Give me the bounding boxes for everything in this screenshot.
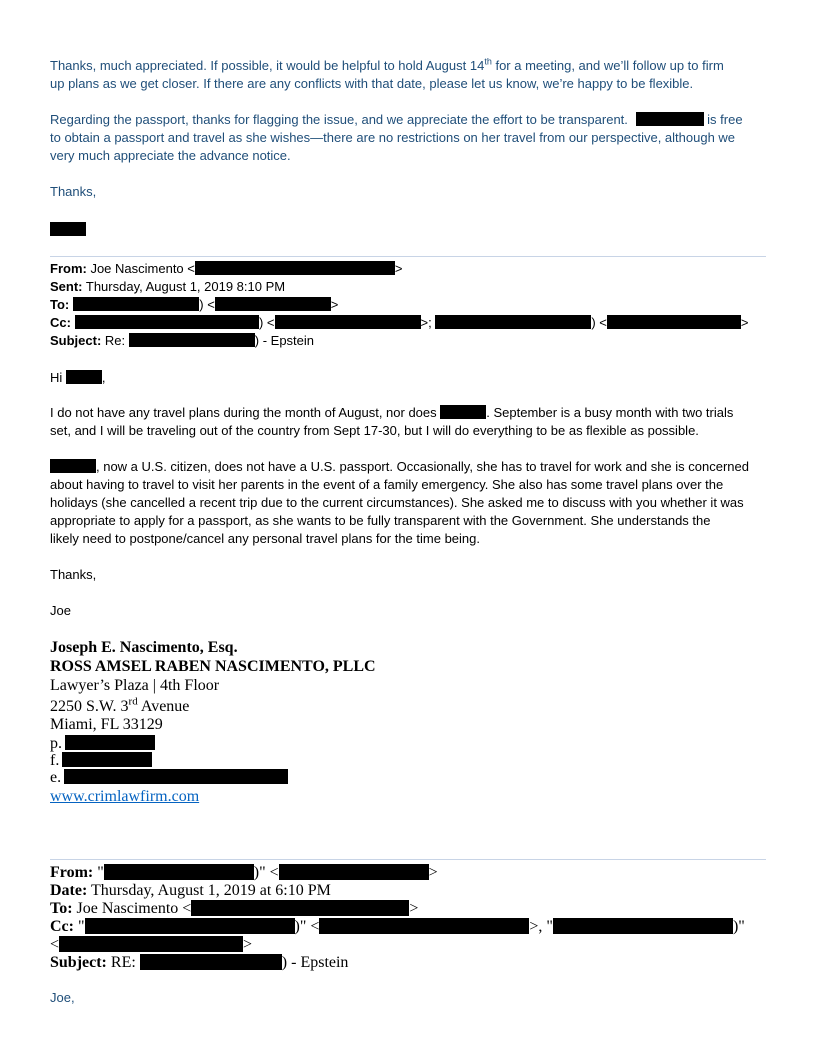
redaction xyxy=(65,735,155,750)
signature-email: e. xyxy=(50,768,288,788)
redaction xyxy=(64,769,288,784)
signature-name: Joseph E. Nascimento, Esq. xyxy=(50,639,238,656)
redaction xyxy=(66,370,102,384)
redaction xyxy=(73,297,199,311)
header1-sent: Sent: Thursday, August 1, 2019 8:10 PM xyxy=(50,279,286,294)
joe-paragraph-2-line-5: likely need to postpone/cancel any personal travel plans for the time being. xyxy=(50,531,480,546)
header1-to: To: ) < > xyxy=(50,297,339,312)
redaction xyxy=(440,405,486,419)
redaction xyxy=(319,918,529,934)
header1-cc: Cc: ) < >; ) < > xyxy=(50,315,749,330)
redaction xyxy=(59,936,243,952)
header1-subject: Subject: Re: ) - Epstein xyxy=(50,333,315,348)
redaction xyxy=(50,459,96,473)
header2-to: To: Joe Nascimento < > xyxy=(50,900,419,917)
reply-paragraph-2-line-3: very much appreciate the advance notice. xyxy=(50,148,291,163)
signature-address-line-3: Miami, FL 33129 xyxy=(50,716,163,733)
redaction xyxy=(191,900,409,916)
redaction xyxy=(195,261,395,275)
joe-paragraph-2-line-2: about having to travel to visit her parents in the event of a family emergency. She also has some travel plans over the xyxy=(50,477,724,492)
joe-thanks: Thanks, xyxy=(50,567,97,582)
joe-paragraph-1-line-2: set, and I will be traveling out of the country from Sept 17-30, but I will do everything to be as flexible as possible. xyxy=(50,423,699,438)
joe-paragraph-2-line-4: appropriate to apply for a passport, as she wants to be fully transparent with the Government. She understands the xyxy=(50,513,711,528)
reply-paragraph-1-line-1: Thanks, much appreciated. If possible, it would be helpful to hold August 14th for a meeting, and we’ll follow up to firm xyxy=(50,56,724,73)
header-divider xyxy=(50,859,766,860)
redaction xyxy=(607,315,741,329)
header2-subject: Subject: RE: ) - Epstein xyxy=(50,954,349,971)
joe-paragraph-1-line-1: I do not have any travel plans during the month of August, nor does . September is a busy month with two trials xyxy=(50,405,734,420)
signature-firm: ROSS AMSEL RABEN NASCIMENTO, PLLC xyxy=(50,658,376,675)
joe-greeting: Hi , xyxy=(50,370,106,385)
signature-address-line-1: Lawyer’s Plaza | 4th Floor xyxy=(50,677,220,694)
redaction xyxy=(85,918,295,934)
next-email-greeting: Joe, xyxy=(50,990,75,1005)
redaction xyxy=(104,864,254,880)
redaction xyxy=(636,112,704,126)
redaction xyxy=(279,864,429,880)
redaction xyxy=(275,315,421,329)
header-divider xyxy=(50,256,766,257)
redaction xyxy=(75,315,259,329)
reply-paragraph-2-line-1: Regarding the passport, thanks for flagging the issue, and we appreciate the effort to be transparent. is free xyxy=(50,112,743,127)
header2-cc: Cc: " )" < >, " )" xyxy=(50,918,745,935)
reply-signature-redaction xyxy=(50,222,86,236)
reply-paragraph-2-line-2: to obtain a passport and travel as she wishes—there are no restrictions on her travel from our perspective, although we xyxy=(50,130,736,145)
website-link[interactable]: www.crimlawfirm.com xyxy=(50,788,200,805)
redaction xyxy=(435,315,591,329)
redaction xyxy=(553,918,733,934)
redaction xyxy=(62,752,152,767)
header1-from: From: Joe Nascimento < > xyxy=(50,261,403,276)
signature-website xyxy=(50,787,199,807)
joe-paragraph-2-line-3: holidays (she cancelled a recent trip due to the current circumstances). She asked me to discuss with you whether it was xyxy=(50,495,744,510)
header2-date: Date: Thursday, August 1, 2019 at 6:10 PM xyxy=(50,882,331,899)
signature-fax: f. xyxy=(50,751,152,771)
reply-paragraph-1-line-2: up plans as we get closer. If there are any conflicts with that date, please let us know, we’re happy to be flexible. xyxy=(50,76,694,91)
joe-sign: Joe xyxy=(50,603,71,618)
header2-from: From: " )" < > xyxy=(50,864,438,881)
header2-cc-continued: < > xyxy=(50,936,253,953)
signature-address-line-2: 2250 S.W. 3rd Avenue xyxy=(50,695,190,715)
reply-closing: Thanks, xyxy=(50,184,97,199)
signature-phone: p. xyxy=(50,734,155,754)
redaction xyxy=(215,297,331,311)
joe-paragraph-2-line-1: , now a U.S. citizen, does not have a U.S. passport. Occasionally, she has to travel for work and she is concerned xyxy=(50,458,749,476)
redaction xyxy=(129,333,255,347)
redaction xyxy=(140,954,282,970)
